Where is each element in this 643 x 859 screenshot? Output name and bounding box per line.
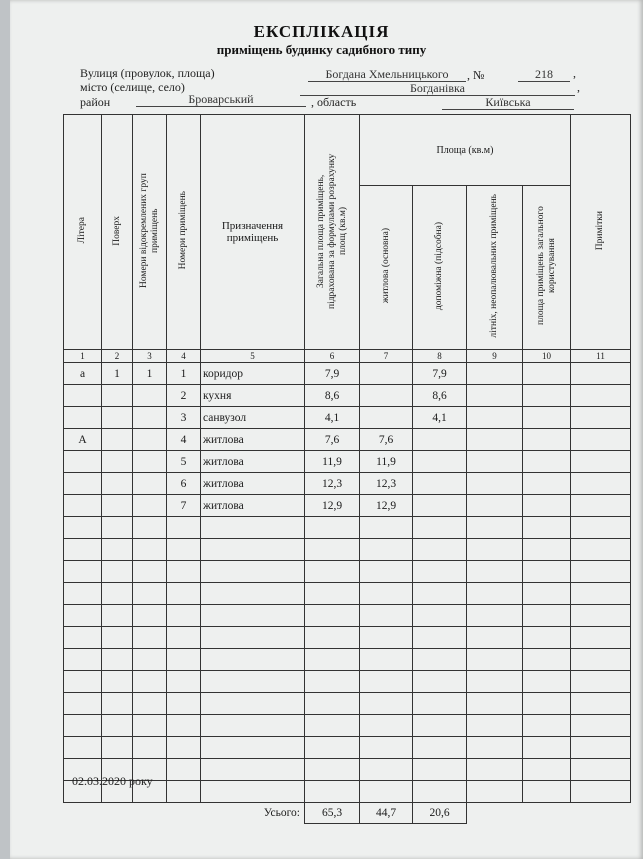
cell-empty — [64, 539, 102, 561]
cell-empty — [467, 495, 523, 517]
cell-empty — [201, 517, 305, 539]
cell-empty — [523, 539, 571, 561]
cell-purpose: житлова — [201, 495, 305, 517]
region-value: Київська — [442, 96, 574, 110]
table-row — [64, 451, 631, 473]
cell-empty — [102, 605, 133, 627]
comma-1: , — [573, 66, 576, 80]
cell-empty — [413, 539, 467, 561]
cell-empty — [523, 605, 571, 627]
cell-empty — [413, 759, 467, 781]
cell-empty — [201, 649, 305, 671]
cell-total: 8,6 — [305, 385, 360, 407]
cell-empty — [360, 781, 413, 803]
cell-empty — [102, 583, 133, 605]
cell-empty — [201, 781, 305, 803]
cell-group — [133, 407, 167, 429]
cell-empty — [102, 649, 133, 671]
cell-empty — [64, 605, 102, 627]
cell-empty — [571, 671, 631, 693]
cell-aux: 4,1 — [413, 407, 467, 429]
cell-empty — [413, 627, 467, 649]
cell-empty — [523, 517, 571, 539]
cell-empty — [102, 561, 133, 583]
cell-empty — [305, 605, 360, 627]
header-row-1 — [64, 115, 631, 186]
cell-empty — [360, 583, 413, 605]
cell-empty — [305, 539, 360, 561]
totals-total: 65,3 — [305, 803, 360, 824]
cell-empty — [102, 539, 133, 561]
cell-empty — [102, 671, 133, 693]
cell-group — [133, 451, 167, 473]
cell-empty — [571, 495, 631, 517]
cell-empty — [133, 627, 167, 649]
cell-empty — [360, 715, 413, 737]
region-label: , область — [311, 95, 357, 109]
cell-empty — [360, 605, 413, 627]
col-num: 6 — [305, 350, 360, 363]
cell-aux: 7,9 — [413, 363, 467, 385]
cell-total: 11,9 — [305, 451, 360, 473]
cell-empty — [571, 385, 631, 407]
cell-empty — [167, 627, 201, 649]
street-value: Богдана Хмельницького — [308, 68, 466, 82]
cell-empty — [523, 363, 571, 385]
table-row-empty — [64, 583, 631, 605]
number-value: 218 — [518, 68, 570, 82]
cell-empty — [64, 715, 102, 737]
cell-empty — [523, 671, 571, 693]
cell-empty — [133, 671, 167, 693]
cell-empty — [467, 649, 523, 671]
table-row — [64, 407, 631, 429]
cell-empty — [133, 649, 167, 671]
cell-group — [133, 473, 167, 495]
cell-empty — [467, 539, 523, 561]
cell-empty — [360, 539, 413, 561]
cell-empty — [102, 693, 133, 715]
city-value: Богданівка — [300, 82, 575, 96]
cell-empty — [523, 495, 571, 517]
col-num: 8 — [413, 350, 467, 363]
cell-empty — [413, 715, 467, 737]
table-row-empty — [64, 627, 631, 649]
cell-total: 7,6 — [305, 429, 360, 451]
cell-empty — [133, 583, 167, 605]
cell-empty — [167, 561, 201, 583]
city-label: місто (селище, село) — [80, 80, 185, 94]
cell-empty — [167, 737, 201, 759]
cell-empty — [467, 407, 523, 429]
cell-litera — [64, 473, 102, 495]
cell-total: 4,1 — [305, 407, 360, 429]
totals-aux: 20,6 — [413, 803, 467, 824]
cell-empty — [571, 649, 631, 671]
table-row-empty — [64, 693, 631, 715]
document-subtitle: приміщень будинку садибного типу — [216, 42, 427, 57]
district-label: район — [80, 95, 111, 109]
cell-empty — [201, 583, 305, 605]
cell-empty — [360, 737, 413, 759]
cell-empty — [571, 781, 631, 803]
cell-empty — [467, 671, 523, 693]
cell-empty — [167, 693, 201, 715]
cell-empty — [571, 517, 631, 539]
col-summer: літніх, неопалювальних приміщень — [467, 186, 523, 350]
cell-empty — [571, 605, 631, 627]
cell-purpose: коридор — [201, 363, 305, 385]
cell-empty — [201, 539, 305, 561]
col-num: 7 — [360, 350, 413, 363]
cell-empty — [571, 737, 631, 759]
col-num: 5 — [201, 350, 305, 363]
district-value: Броварський — [136, 93, 306, 107]
cell-empty — [167, 671, 201, 693]
cell-empty — [571, 473, 631, 495]
cell-floor — [102, 451, 133, 473]
cell-empty — [305, 517, 360, 539]
cell-group — [133, 385, 167, 407]
col-num: 1 — [64, 350, 102, 363]
cell-empty — [571, 429, 631, 451]
cell-empty — [467, 715, 523, 737]
cell-empty — [571, 693, 631, 715]
cell-empty — [467, 737, 523, 759]
cell-empty — [64, 737, 102, 759]
cell-aux — [413, 473, 467, 495]
cell-empty — [467, 583, 523, 605]
cell-empty — [64, 561, 102, 583]
cell-empty — [64, 517, 102, 539]
cell-living — [360, 385, 413, 407]
totals-row — [64, 803, 631, 824]
cell-empty — [305, 627, 360, 649]
cell-floor — [102, 495, 133, 517]
cell-empty — [64, 693, 102, 715]
cell-empty — [467, 363, 523, 385]
table-row — [64, 429, 631, 451]
cell-empty — [467, 759, 523, 781]
cell-empty — [64, 627, 102, 649]
cell-empty — [167, 781, 201, 803]
cell-empty — [201, 737, 305, 759]
col-num: 4 — [167, 350, 201, 363]
cell-empty — [571, 363, 631, 385]
cell-group: 1 — [133, 363, 167, 385]
cell-empty — [133, 737, 167, 759]
cell-litera — [64, 451, 102, 473]
cell-empty — [360, 759, 413, 781]
cell-purpose: санвузол — [201, 407, 305, 429]
cell-empty — [201, 671, 305, 693]
cell-floor — [102, 429, 133, 451]
cell-empty — [201, 605, 305, 627]
cell-empty — [523, 385, 571, 407]
col-num: 3 — [133, 350, 167, 363]
cell-empty — [201, 627, 305, 649]
cell-empty — [413, 649, 467, 671]
cell-empty — [523, 473, 571, 495]
cell-empty — [167, 517, 201, 539]
cell-empty — [467, 627, 523, 649]
cell-empty — [523, 649, 571, 671]
street-label: Вулиця (провулок, площа) — [80, 66, 215, 80]
cell-empty — [133, 539, 167, 561]
cell-empty — [102, 517, 133, 539]
cell-purpose: житлова — [201, 429, 305, 451]
cell-living: 11,9 — [360, 451, 413, 473]
cell-empty — [201, 693, 305, 715]
document-title: ЕКСПЛІКАЦІЯ — [253, 22, 390, 41]
cell-empty — [167, 605, 201, 627]
cell-litera: а — [64, 363, 102, 385]
cell-empty — [571, 407, 631, 429]
cell-empty — [467, 605, 523, 627]
col-groups: Номери відокремлених груп приміщень — [133, 115, 167, 350]
cell-total: 12,9 — [305, 495, 360, 517]
cell-room: 5 — [167, 451, 201, 473]
cell-empty — [523, 583, 571, 605]
cell-empty — [201, 715, 305, 737]
cell-empty — [467, 429, 523, 451]
cell-empty — [467, 473, 523, 495]
col-num: 2 — [102, 350, 133, 363]
cell-empty — [571, 561, 631, 583]
cell-empty — [167, 539, 201, 561]
col-aux: допоміжна (підсобна) — [413, 186, 467, 350]
table-row — [64, 385, 631, 407]
cell-group — [133, 495, 167, 517]
table-row-empty — [64, 539, 631, 561]
cell-empty — [102, 627, 133, 649]
cell-empty — [523, 429, 571, 451]
cell-room: 2 — [167, 385, 201, 407]
col-num: 9 — [467, 350, 523, 363]
cell-floor — [102, 385, 133, 407]
col-rooms: Номери приміщень — [167, 115, 201, 350]
col-litera: Літера — [64, 115, 102, 350]
cell-empty — [305, 583, 360, 605]
cell-empty — [305, 561, 360, 583]
cell-empty — [167, 759, 201, 781]
totals-living: 44,7 — [360, 803, 413, 824]
cell-litera — [64, 407, 102, 429]
cell-total: 7,9 — [305, 363, 360, 385]
cell-empty — [133, 517, 167, 539]
cell-empty — [467, 693, 523, 715]
cell-empty — [360, 561, 413, 583]
cell-floor: 1 — [102, 363, 133, 385]
table-row-empty — [64, 715, 631, 737]
cell-empty — [571, 583, 631, 605]
cell-empty — [467, 385, 523, 407]
data-rows — [64, 363, 631, 803]
cell-living — [360, 407, 413, 429]
cell-empty — [571, 627, 631, 649]
cell-aux — [413, 495, 467, 517]
cell-empty — [413, 605, 467, 627]
cell-empty — [413, 693, 467, 715]
cell-empty — [305, 693, 360, 715]
blank-cell — [523, 803, 571, 824]
cell-empty — [523, 627, 571, 649]
cell-room: 3 — [167, 407, 201, 429]
cell-room: 1 — [167, 363, 201, 385]
cell-empty — [133, 715, 167, 737]
col-floor: Поверх — [102, 115, 133, 350]
col-total-area: Загальна площа приміщень, підрахована за формулами розрахунку площ (кв.м) — [305, 115, 360, 350]
table-row-empty — [64, 605, 631, 627]
cell-group — [133, 429, 167, 451]
cell-empty — [133, 693, 167, 715]
cell-empty — [305, 715, 360, 737]
cell-litera — [64, 495, 102, 517]
cell-empty — [413, 561, 467, 583]
col-num: 10 — [523, 350, 571, 363]
cell-empty — [571, 759, 631, 781]
cell-empty — [467, 517, 523, 539]
cell-empty — [467, 781, 523, 803]
cell-empty — [64, 649, 102, 671]
cell-empty — [201, 561, 305, 583]
cell-empty — [467, 451, 523, 473]
cell-litera: А — [64, 429, 102, 451]
cell-floor — [102, 407, 133, 429]
table-row — [64, 473, 631, 495]
cell-empty — [167, 715, 201, 737]
cell-living: 12,9 — [360, 495, 413, 517]
cell-purpose: житлова — [201, 473, 305, 495]
number-label: , № — [467, 68, 485, 82]
cell-empty — [523, 759, 571, 781]
cell-room: 6 — [167, 473, 201, 495]
col-living: житлова (основна) — [360, 186, 413, 350]
totals-label: Усього: — [64, 803, 305, 824]
col-notes: Примітки — [571, 115, 631, 350]
col-area-group: Площа (кв.м) — [360, 115, 571, 186]
cell-empty — [413, 583, 467, 605]
cell-empty — [305, 649, 360, 671]
cell-empty — [305, 671, 360, 693]
comma-2: , — [577, 80, 580, 94]
cell-aux — [413, 451, 467, 473]
explication-table — [63, 114, 631, 824]
cell-empty — [64, 671, 102, 693]
cell-room: 4 — [167, 429, 201, 451]
cell-empty — [571, 539, 631, 561]
cell-empty — [413, 517, 467, 539]
cell-empty — [360, 649, 413, 671]
cell-empty — [167, 583, 201, 605]
cell-empty — [305, 759, 360, 781]
cell-living — [360, 363, 413, 385]
table-row — [64, 495, 631, 517]
table-row-empty — [64, 517, 631, 539]
cell-empty — [523, 693, 571, 715]
cell-purpose: житлова — [201, 451, 305, 473]
cell-empty — [360, 517, 413, 539]
cell-empty — [201, 759, 305, 781]
cell-litera — [64, 385, 102, 407]
cell-aux — [413, 429, 467, 451]
cell-empty — [523, 781, 571, 803]
cell-purpose: кухня — [201, 385, 305, 407]
cell-empty — [523, 561, 571, 583]
cell-empty — [413, 781, 467, 803]
col-purpose: Призначення приміщень — [201, 115, 305, 350]
cell-empty — [571, 715, 631, 737]
cell-empty — [133, 561, 167, 583]
cell-empty — [305, 737, 360, 759]
cell-empty — [360, 671, 413, 693]
col-num: 11 — [571, 350, 631, 363]
table-row — [64, 363, 631, 385]
cell-empty — [167, 649, 201, 671]
column-number-row — [64, 350, 631, 363]
cell-empty — [523, 715, 571, 737]
cell-empty — [305, 781, 360, 803]
cell-floor — [102, 473, 133, 495]
cell-total: 12,3 — [305, 473, 360, 495]
table-row-empty — [64, 649, 631, 671]
table-row-empty — [64, 737, 631, 759]
cell-room: 7 — [167, 495, 201, 517]
cell-empty — [102, 715, 133, 737]
cell-empty — [64, 583, 102, 605]
table-row-empty — [64, 561, 631, 583]
cell-empty — [523, 737, 571, 759]
blank-cell — [571, 803, 631, 824]
cell-living: 12,3 — [360, 473, 413, 495]
cell-living: 7,6 — [360, 429, 413, 451]
table-row-empty — [64, 671, 631, 693]
cell-empty — [523, 407, 571, 429]
cell-empty — [523, 451, 571, 473]
cell-empty — [133, 605, 167, 627]
cell-empty — [102, 737, 133, 759]
blank-cell — [467, 803, 523, 824]
cell-empty — [360, 693, 413, 715]
cell-aux: 8,6 — [413, 385, 467, 407]
cell-empty — [413, 671, 467, 693]
col-common: площа приміщень загального користування — [523, 186, 571, 350]
cell-empty — [413, 737, 467, 759]
document-date: 02.03.2020 року — [72, 774, 153, 788]
cell-empty — [467, 561, 523, 583]
cell-empty — [571, 451, 631, 473]
cell-empty — [360, 627, 413, 649]
